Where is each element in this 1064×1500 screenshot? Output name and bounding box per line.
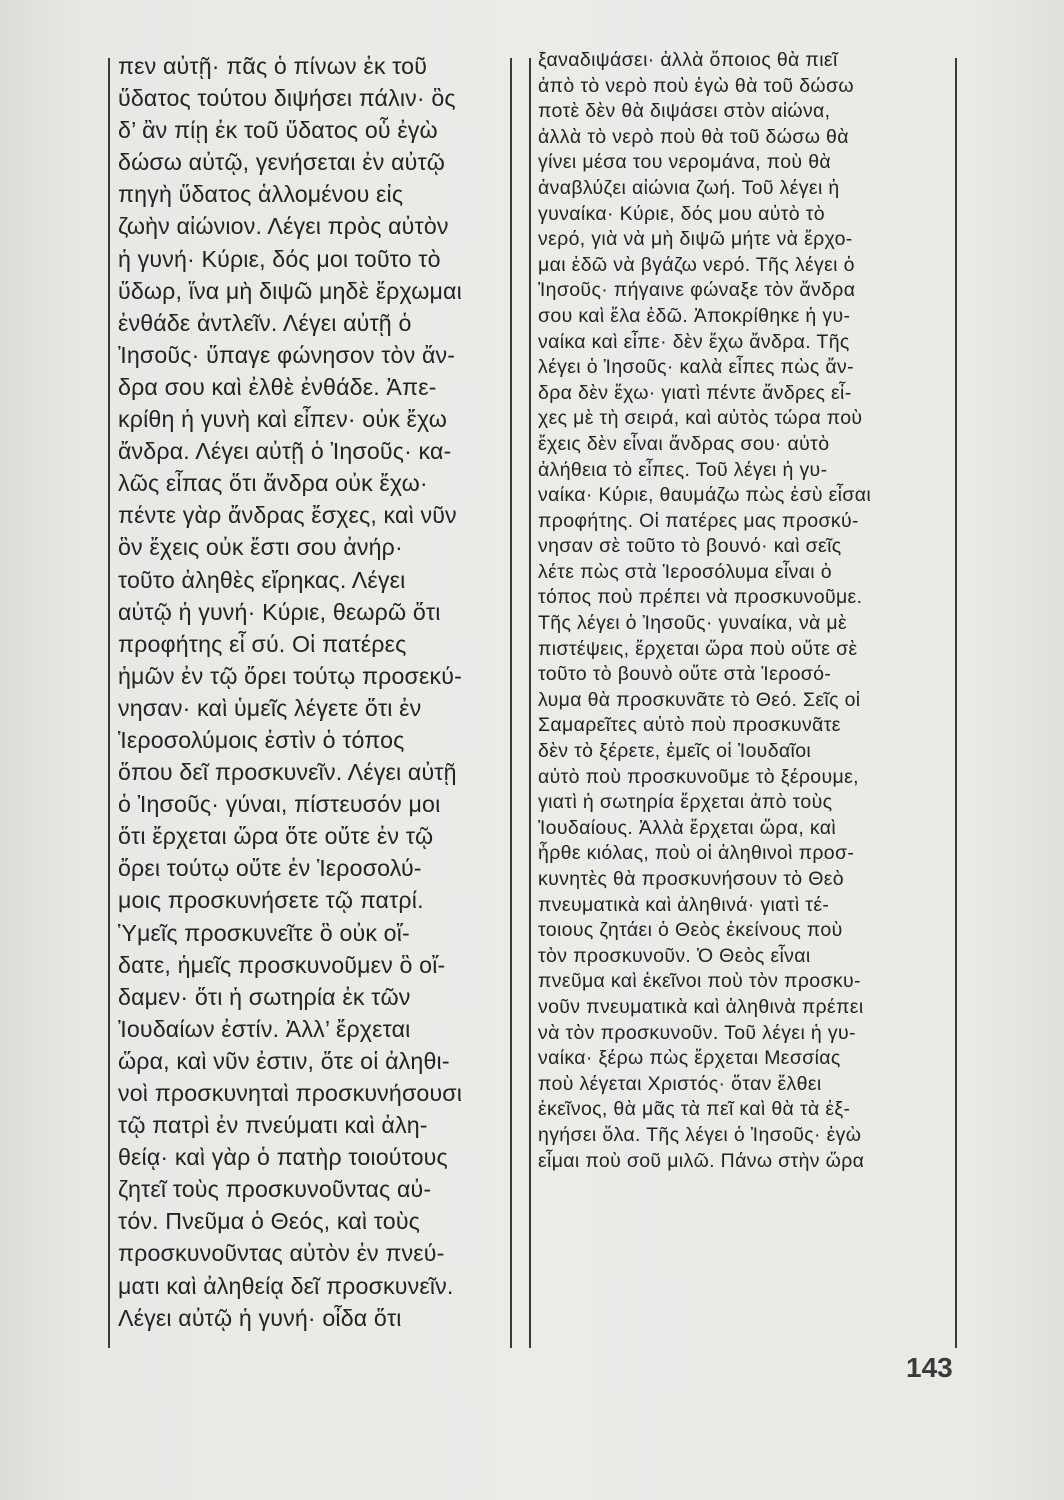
text-line: ματι καὶ ἀληθείᾳ δεῖ προσκυνεῖν. — [118, 1272, 454, 1299]
text-line: Τῆς λέγει ὁ Ἰησοῦς· γυναίκα, νὰ μὲ — [538, 612, 848, 635]
text-line: πιστέψεις, ἔρχεται ὥρα ποὺ οὔτε σὲ — [538, 637, 858, 660]
text-line: τόπος ποὺ πρέπει νὰ προσκυνοῦμε. — [538, 586, 863, 609]
text-line: τῷ πατρὶ ἐν πνεύματι καὶ ἀλη- — [118, 1112, 428, 1139]
text-line: δ’ ἂν πίῃ ἐκ τοῦ ὕδατος οὗ ἐγὼ — [118, 117, 438, 144]
text-line: ἄνδρα. Λέγει αὐτῇ ὁ Ἰησοῦς· κα- — [118, 438, 452, 465]
text-line: ναίκα καὶ εἶπε· δὲν ἔχω ἄνδρα. Τῆς — [538, 330, 850, 353]
text-line: δρα δὲν ἔχω· γιατὶ πέντε ἄνδρες εἶ- — [538, 381, 852, 404]
text-line: νοὶ προσκυνηταὶ προσκυνήσουσι — [118, 1080, 463, 1106]
text-line: ναίκα· ξέρω πὼς ἔρχεται Μεσσίας — [538, 1047, 841, 1070]
text-line: τὸν προσκυνοῦν. Ὁ Θεὸς εἶναι — [538, 944, 811, 967]
text-line: δώσω αὐτῷ, γενήσεται ἐν αὐτῷ — [118, 149, 446, 176]
text-line: δαμεν· ὅτι ἡ σωτηρία ἐκ τῶν — [118, 983, 411, 1010]
text-line: νερό, γιὰ νὰ μὴ διψῶ μήτε νὰ ἔρχο- — [538, 228, 853, 251]
text-line: ποτὲ δὲν θὰ διψάσει στὸν αἰώνα, — [538, 100, 831, 123]
text-line: γίνει μέσα του νερομάνα, ποὺ θὰ — [538, 151, 832, 174]
text-line: ὁ Ἰησοῦς· γύναι, πίστευσόν μοι — [118, 791, 441, 818]
modern-greek-translation-column — [538, 48, 950, 1174]
text-line: Ἰουδαίων ἐστίν. Ἀλλ’ ἔρχεται — [118, 1015, 411, 1042]
text-line: νοῦν πνευματικὰ καὶ ἀληθινὰ πρέπει — [538, 995, 864, 1018]
text-line: ποὺ λέγεται Χριστός· ὅταν ἔλθει — [538, 1072, 822, 1095]
text-line: πεν αὐτῇ· πᾶς ὁ πίνων ἐκ τοῦ — [118, 53, 428, 79]
left-margin-rule — [108, 58, 110, 1348]
text-line: Ἰουδαίους. Ἀλλὰ ἔρχεται ὥρα, καὶ — [538, 816, 837, 839]
text-line: ηγήσει ὅλα. Τῆς λέγει ὁ Ἰησοῦς· ἐγὼ — [538, 1123, 862, 1146]
text-line: σου καὶ ἔλα ἐδῶ. Ἀποκρίθηκε ἡ γυ- — [538, 304, 851, 327]
text-line: ἀναβλύζει αἰώνια ζωή. Τοῦ λέγει ἡ — [538, 176, 840, 199]
text-line: τοῦτο ἀληθὲς εἴρηκας. Λέγει — [118, 566, 406, 593]
text-line: μαι ἐδῶ νὰ βγάζω νερό. Τῆς λέγει ὁ — [538, 253, 855, 276]
text-line: αὐτὸ ποὺ προσκυνοῦμε τὸ ξέρουμε, — [538, 765, 859, 788]
text-line: ζωὴν αἰώνιον. Λέγει πρὸς αὐτὸν — [118, 213, 449, 240]
text-line: ἔχεις δὲν εἶναι ἄνδρας σου· αὐτὸ — [538, 432, 830, 455]
text-line: λῶς εἶπας ὅτι ἄνδρα οὐκ ἔχω· — [118, 470, 428, 497]
text-line: πηγὴ ὕδατος ἁλλομένου εἰς — [118, 181, 404, 208]
text-line: ὅτι ἔρχεται ὥρα ὅτε οὔτε ἐν τῷ — [118, 823, 434, 850]
text-line: θείᾳ· καὶ γὰρ ὁ πατὴρ τοιούτους — [118, 1144, 448, 1171]
text-line: πέντε γὰρ ἄνδρας ἔσχες, καὶ νῦν — [118, 502, 457, 529]
text-line: γιατὶ ἡ σωτηρία ἔρχεται ἀπὸ τοὺς — [538, 791, 833, 814]
text-line: πνεῦμα καὶ ἐκεῖνοι ποὺ τὸν προσκυ- — [538, 970, 861, 993]
text-line: δὲν τὸ ξέρετε, ἐμεῖς οἱ Ἰουδαῖοι — [538, 740, 812, 763]
text-line: κυνητὲς θὰ προσκυνήσουν τὸ Θεὸ — [538, 868, 844, 890]
text-line: ἦρθε κιόλας, ποὺ οἱ ἀληθινοὶ προσ- — [538, 842, 855, 865]
text-line: χες μὲ τὴ σειρά, καὶ αὐτὸς τώρα ποὺ — [538, 407, 863, 430]
text-line: νησαν· καὶ ὑμεῖς λέγετε ὅτι ἐν — [118, 694, 422, 721]
text-line: δατε, ἡμεῖς προσκυνοῦμεν ὃ οἴ- — [118, 951, 446, 978]
text-line: ἀλλὰ τὸ νερὸ ποὺ θὰ τοῦ δώσω θὰ — [538, 125, 849, 148]
text-line: Ἰησοῦς· ὕπαγε φώνησον τὸν ἄν- — [118, 341, 456, 368]
text-line: μοις προσκυνήσετε τῷ πατρί. — [118, 887, 424, 914]
text-line: νησαν σὲ τοῦτο τὸ βουνό· καὶ σεῖς — [538, 535, 842, 558]
text-line: Λέγει αὐτῷ ἡ γυνή· οἶδα ὅτι — [118, 1304, 402, 1331]
text-line: αὐτῷ ἡ γυνή· Κύριε, θεωρῶ ὅτι — [118, 598, 441, 625]
right-margin-rule — [955, 58, 957, 1348]
text-line: δρα σου καὶ ἐλθὲ ἐνθάδε. Ἀπε- — [118, 373, 437, 400]
text-line: ὄρει τούτῳ οὔτε ἐν Ἱεροσολύ- — [118, 855, 422, 882]
original-greek-column — [118, 50, 513, 1334]
column-divider-rule-inner — [529, 58, 531, 1348]
text-line: ἀλήθεια τὸ εἶπες. Τοῦ λέγει ἡ γυ- — [538, 458, 828, 481]
text-line: Σαμαρεῖτες αὐτὸ ποὺ προσκυνᾶτε — [538, 714, 841, 737]
text-line: πνευματικὰ καὶ ἀληθινά· γιατὶ τέ- — [538, 893, 830, 916]
text-line: ὅπου δεῖ προσκυνεῖν. Λέγει αὐτῇ — [118, 759, 457, 786]
text-line: νὰ τὸν προσκυνοῦν. Τοῦ λέγει ἡ γυ- — [538, 1021, 856, 1044]
text-line: ζητεῖ τοὺς προσκυνοῦντας αὐ- — [118, 1176, 432, 1203]
text-line: Ἰησοῦς· πήγαινε φώναξε τὸν ἄνδρα — [538, 279, 856, 302]
text-line: εἶμαι ποὺ σοῦ μιλῶ. Πάνω στὴν ὥρα — [538, 1149, 865, 1172]
text-line: λέτε πὼς στὰ Ἱεροσόλυμα εἶναι ὁ — [538, 560, 832, 583]
text-line: ἐκεῖνος, θὰ μᾶς τὰ πεῖ καὶ θὰ τὰ ἐξ- — [538, 1098, 851, 1121]
text-line: τόν. Πνεῦμα ὁ Θεός, καὶ τοὺς — [118, 1208, 420, 1235]
text-line: τοῦτο τὸ βουνὸ οὔτε στὰ Ἱεροσό- — [538, 663, 832, 686]
text-line: γυναίκα· Κύριε, δός μου αὐτὸ τὸ — [538, 202, 825, 225]
text-line: ξαναδιψάσει· ἀλλὰ ὅποιος θὰ πιεῖ — [538, 49, 838, 71]
text-line: Ἱεροσολύμοις ἐστὶν ὁ τόπος — [118, 726, 405, 753]
text-line: τοιους ζητάει ὁ Θεὸς ἐκείνους ποὺ — [538, 919, 843, 942]
text-line: ὥρα, καὶ νῦν ἐστιν, ὅτε οἱ ἀληθι- — [118, 1047, 450, 1074]
text-line: λυμα θὰ προσκυνᾶτε τὸ Θεό. Σεῖς οἱ — [538, 688, 861, 711]
page-number: 143 — [906, 1352, 953, 1383]
text-line: ὃν ἔχεις οὐκ ἔστι σου ἀνήρ· — [118, 534, 403, 561]
text-line: ὕδωρ, ἵνα μὴ διψῶ μηδὲ ἔρχωμαι — [118, 277, 462, 304]
text-line: ἐνθάδε ἀντλεῖν. Λέγει αὐτῇ ὁ — [118, 309, 412, 336]
text-line: λέγει ὁ Ἰησοῦς· καλὰ εἶπες πὼς ἄν- — [538, 356, 854, 379]
text-line: προφήτης. Οἱ πατέρες μας προσκύ- — [538, 509, 859, 532]
text-line: Ὑμεῖς προσκυνεῖτε ὃ οὐκ οἴ- — [118, 919, 410, 946]
text-line: ἡ γυνή· Κύριε, δός μοι τοῦτο τὸ — [118, 245, 441, 272]
text-line: κρίθη ἡ γυνὴ καὶ εἶπεν· οὐκ ἔχω — [118, 406, 448, 433]
text-line: ὕδατος τούτου διψήσει πάλιν· ὃς — [118, 85, 456, 112]
text-line: ἀπὸ τὸ νερὸ ποὺ ἐγὼ θὰ τοῦ δώσω — [538, 74, 854, 97]
text-line: ἡμῶν ἐν τῷ ὄρει τούτῳ προσεκύ- — [118, 662, 462, 689]
text-line: προσκυνοῦντας αὐτὸν ἐν πνεύ- — [118, 1240, 445, 1267]
text-line: προφήτης εἶ σύ. Οἱ πατέρες — [118, 630, 407, 657]
text-line: ναίκα· Κύριε, θαυμάζω πὼς ἐσὺ εἶσαι — [538, 484, 872, 507]
